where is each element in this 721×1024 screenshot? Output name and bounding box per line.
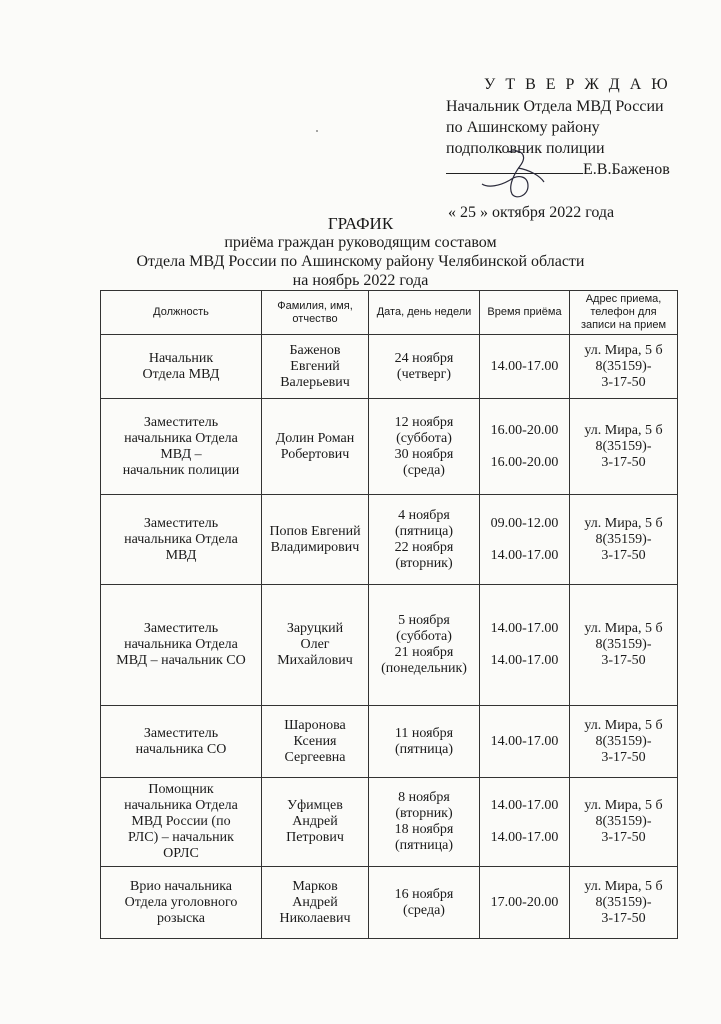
document-title — [0, 214, 721, 290]
cell-time: 09.00-12.00 14.00-17.00 — [480, 495, 570, 585]
table-row — [101, 399, 678, 495]
cell-date: 4 ноября (пятница) 22 ноября (вторник) — [369, 495, 480, 585]
cell-date: 8 ноября (вторник) 18 ноября (пятница) — [369, 778, 480, 867]
cell-name: Попов Евгений Владимирович — [262, 495, 369, 585]
cell-position: Начальник Отдела МВД — [101, 335, 262, 399]
cell-time: 17.00-20.00 — [480, 867, 570, 939]
approval-line-3: подполковник полиции — [446, 140, 605, 157]
cell-name: Баженов Евгений Валерьевич — [262, 335, 369, 399]
cell-address: ул. Мира, 5 б 8(35159)- 3-17-50 — [570, 495, 678, 585]
cell-date: 5 ноября (суббота) 21 ноября (понедельник) — [369, 585, 480, 706]
title-line-2: Отдела МВД России по Ашинскому району Челябинской области — [136, 253, 585, 270]
title-line-3: на ноябрь 2022 года — [292, 272, 429, 289]
cell-position: Заместитель начальника Отдела МВД — [101, 495, 262, 585]
scan-speck — [316, 130, 318, 132]
cell-name: Уфимцев Андрей Петрович — [262, 778, 369, 867]
table-row — [101, 706, 678, 778]
table-header-row — [101, 291, 678, 335]
header-date: Дата, день недели — [369, 291, 480, 335]
header-name: Фамилия, имя, отчество — [262, 291, 369, 335]
title-main: ГРАФИК — [327, 214, 394, 233]
cell-address: ул. Мира, 5 б 8(35159)- 3-17-50 — [570, 706, 678, 778]
cell-position: Помощник начальника Отдела МВД России (по РЛС) – начальник ОРЛС — [101, 778, 262, 867]
header-address: Адрес приема, телефон для записи на прием — [570, 291, 678, 335]
table-row — [101, 585, 678, 706]
schedule-table — [100, 290, 678, 939]
cell-position: Заместитель начальника Отдела МВД – начальник СО — [101, 585, 262, 706]
title-line-1: приёма граждан руководящим составом — [224, 234, 497, 251]
table-row — [101, 778, 678, 867]
approval-heading: У Т В Е Р Ж Д А Ю — [484, 76, 671, 93]
cell-position: Заместитель начальника СО — [101, 706, 262, 778]
cell-time: 16.00-20.00 16.00-20.00 — [480, 399, 570, 495]
approval-date: « 25 » октября 2022 года — [448, 204, 615, 221]
approver-name: Е.В.Баженов — [583, 161, 670, 178]
cell-address: ул. Мира, 5 б 8(35159)- 3-17-50 — [570, 399, 678, 495]
cell-address: ул. Мира, 5 б 8(35159)- 3-17-50 — [570, 335, 678, 399]
cell-name: Шаронова Ксения Сергеевна — [262, 706, 369, 778]
table-row — [101, 495, 678, 585]
table-row — [101, 335, 678, 399]
cell-date: 11 ноября (пятница) — [369, 706, 480, 778]
cell-address: ул. Мира, 5 б 8(35159)- 3-17-50 — [570, 867, 678, 939]
cell-name: Заруцкий Олег Михайлович — [262, 585, 369, 706]
cell-time: 14.00-17.00 — [480, 335, 570, 399]
cell-name: Долин Роман Робертович — [262, 399, 369, 495]
cell-date: 12 ноября (суббота) 30 ноября (среда) — [369, 399, 480, 495]
cell-position: Заместитель начальника Отдела МВД – начальник полиции — [101, 399, 262, 495]
cell-name: Марков Андрей Николаевич — [262, 867, 369, 939]
cell-time: 14.00-17.00 14.00-17.00 — [480, 585, 570, 706]
cell-date: 16 ноября (среда) — [369, 867, 480, 939]
header-position: Должность — [101, 291, 262, 335]
table-row — [101, 867, 678, 939]
approval-line-2: по Ашинскому району — [446, 119, 600, 136]
cell-date: 24 ноября (четверг) — [369, 335, 480, 399]
cell-position: Врио начальника Отдела уголовного розыска — [101, 867, 262, 939]
cell-address: ул. Мира, 5 б 8(35159)- 3-17-50 — [570, 778, 678, 867]
header-time: Время приёма — [480, 291, 570, 335]
approval-line-1: Начальник Отдела МВД России — [446, 98, 664, 115]
cell-time: 14.00-17.00 14.00-17.00 — [480, 778, 570, 867]
cell-address: ул. Мира, 5 б 8(35159)- 3-17-50 — [570, 585, 678, 706]
cell-time: 14.00-17.00 — [480, 706, 570, 778]
handwritten-signature — [478, 146, 548, 202]
